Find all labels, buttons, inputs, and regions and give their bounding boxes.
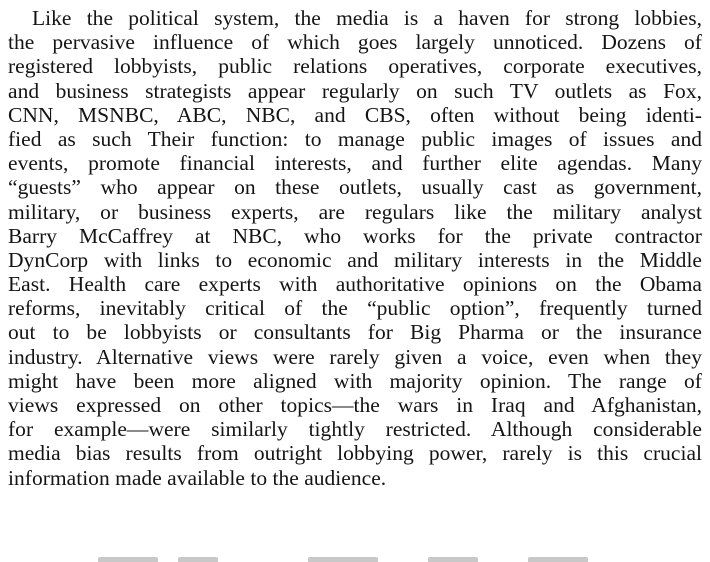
text-line: might have been more aligned with majority opinion. The range of	[8, 368, 702, 393]
cropped-next-line	[8, 553, 702, 562]
text-line: reforms, inevitably critical of the “public option”, frequently turned	[8, 296, 702, 321]
text-line: Barry McCaffrey at NBC, who works for the private contractor	[8, 223, 702, 248]
text-line: DynCorp with links to economic and military interests in the Middle	[8, 247, 702, 272]
text-line: media bias results from outright lobbying power, rarely is this crucial	[8, 441, 702, 466]
text-line: industry. Alternative views were rarely given a voice, even when they	[8, 344, 702, 369]
text-line: registered lobbyists, public relations operatives, corporate executives,	[8, 54, 702, 79]
cropped-glyphs	[308, 557, 378, 562]
text-line: Like the political system, the media is a haven for strong lobbies,	[32, 6, 702, 30]
text-line: for example—were similarly tightly restricted. Although considerable	[8, 417, 702, 442]
cropped-glyphs	[428, 557, 478, 562]
text-line: the pervasive influence of which goes largely unnoticed. Dozens of	[8, 30, 702, 55]
text-line: military, or business experts, are regulars like the military analyst	[8, 199, 702, 224]
body-paragraph	[8, 6, 702, 490]
text-line: “guests” who appear on these outlets, usually cast as government,	[8, 175, 702, 200]
text-line: events, promote financial interests, and further elite agendas. Many	[8, 151, 702, 176]
text-line: out to be lobbyists or consultants for Big Pharma or the insurance	[8, 320, 702, 345]
text-line: East. Health care experts with authoritative opinions on the Obama	[8, 272, 702, 297]
text-line: and business strategists appear regularly on such TV outlets as Fox,	[8, 78, 702, 103]
text-line: fied as such Their function: to manage public images of issues and	[8, 126, 702, 151]
text-line: views expressed on other topics—the wars in Iraq and Afghanistan,	[8, 393, 702, 417]
cropped-glyphs	[178, 557, 218, 562]
text-line: information made available to the audience.	[8, 465, 387, 490]
text-line: CNN, MSNBC, ABC, NBC, and CBS, often without being identi-	[8, 102, 702, 127]
cropped-glyphs	[98, 557, 158, 562]
cropped-glyphs	[528, 557, 588, 562]
